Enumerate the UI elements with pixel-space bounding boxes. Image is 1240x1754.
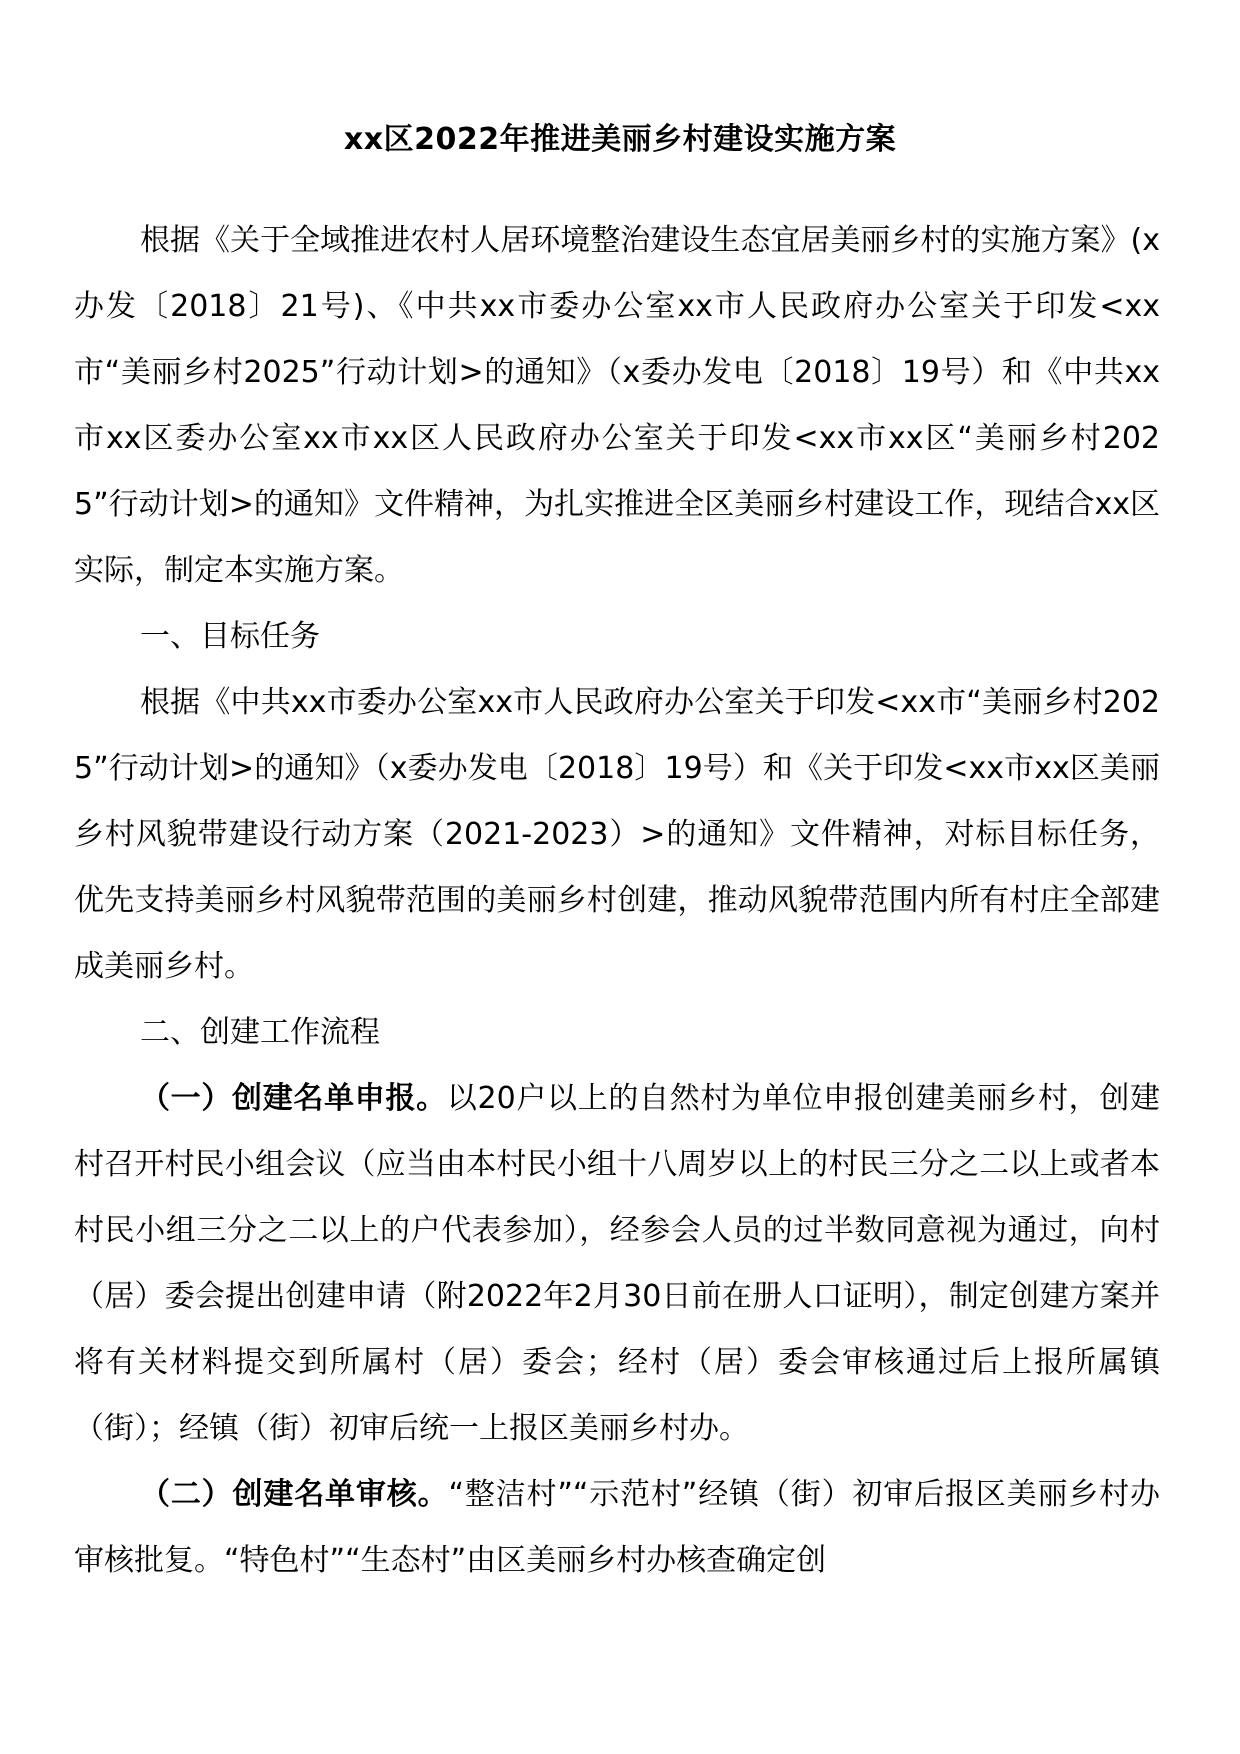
item-text-review: “整洁村”“示范村”经镇（街）初审后报区美丽乡村办审核批复。“特色村”“生态村”由区美丽乡村办核查确定创 [74, 1477, 1161, 1578]
document-body [74, 208, 1160, 1594]
section-paragraph-goals: 根据《中共xx市委办公室xx市人民政府办公室关于印发<xx市“美丽乡村2025”行动计划>的通知》（x委办发电〔2018〕19号）和《关于印发<xx市xx区美丽乡村风貌带建设行动方案（2021-2023）>的通知》文件精神，对标目标任务，优先支持美丽乡村风貌带范围的美丽乡村创建，推动风貌带范围内所有村庄全部建成美丽乡村。 [74, 685, 1160, 984]
intro-paragraph: 根据《关于全域推进农村人居环境整治建设生态宜居美丽乡村的实施方案》(x办发〔2018〕21号)、《中共xx市委办公室xx市人民政府办公室关于印发<xx市“美丽乡村2025”行动计划>的通知》（x委办发电〔2018〕19号）和《中共xx市xx区委办公室xx市xx区人民政府办公室关于印发<xx市xx区“美丽乡村2025”行动计划>的通知》文件精神，为扎实推进全区美丽乡村建设工作，现结合xx区实际，制定本实施方案。 [74, 223, 1160, 588]
item-lead-application: （一）创建名单申报。 [140, 1081, 447, 1116]
section-heading-goals: 一、目标任务 [140, 619, 320, 654]
item-text-application: 以20户以上的自然村为单位申报创建美丽乡村，创建村召开村民小组会议（应当由本村民小组十八周岁以上的村民三分之二以上或者本村民小组三分之二以上的户代表参加），经参会人员的过半数同意视为通过，向村（居）委会提出创建申请（附2022年2月30日前在册人口证明），制定创建方案并将有关材料提交到所属村（居）委会；经村（居）委会审核通过后上报所属镇（街）；经镇（街）初审后统一上报区美丽乡村办。 [74, 1081, 1160, 1446]
section-heading-workflow: 二、创建工作流程 [140, 1015, 380, 1050]
document-title: xx区2022年推进美丽乡村建设实施方案 [343, 122, 897, 157]
item-lead-review: （二）创建名单审核。 [140, 1477, 449, 1512]
workflow-item-review [74, 1462, 1160, 1594]
workflow-item-application [74, 1066, 1160, 1462]
